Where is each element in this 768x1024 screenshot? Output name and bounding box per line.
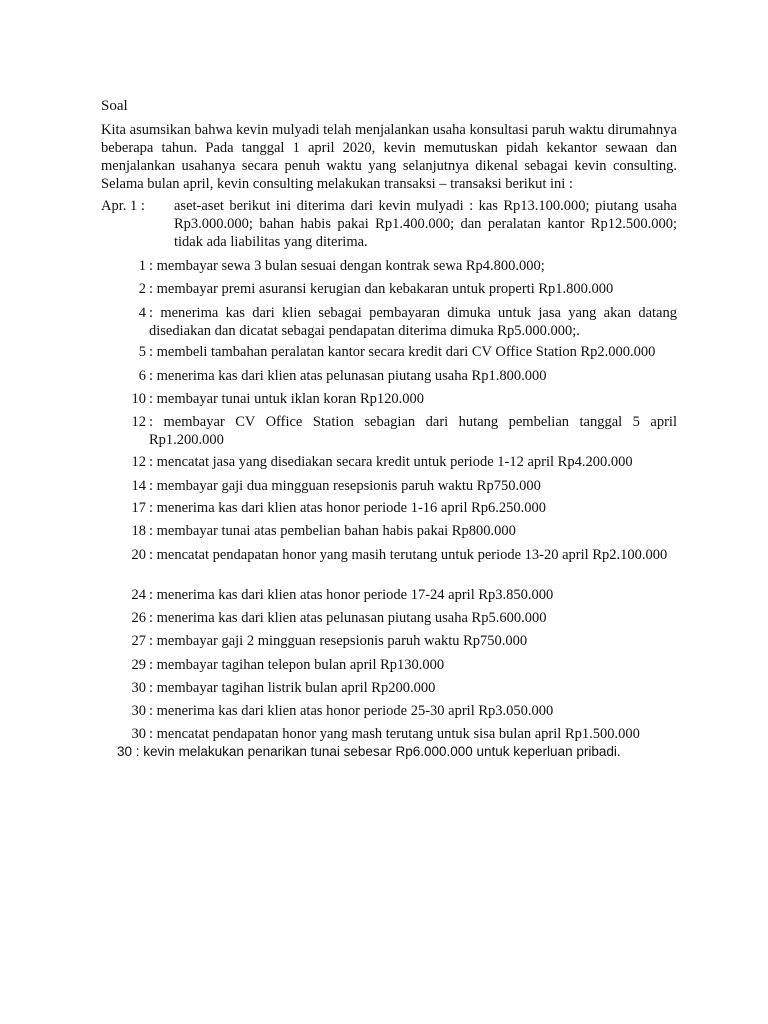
transaction-text: : menerima kas dari klien atas honor periode 25-30 april Rp3.050.000 <box>149 703 554 719</box>
intro-paragraph: Kita asumsikan bahwa kevin mulyadi telah menjalankan usaha konsultasi paruh waktu dirumahnya beberapa tahun. Pada tanggal 1 april 2020, kevin memutuskan pidah kekantor sewaan dan menjalankan usahanya secara penuh waktu yang selanjutnya dikenal sebagai kevin consulting. Selama bulan april, kevin consulting melakukan transaksi – transaksi berikut ini : <box>101 122 677 192</box>
transaction-day: 12 <box>131 454 146 470</box>
transaction-date: Apr. 1 : <box>101 198 145 214</box>
transaction-item <box>101 546 677 564</box>
transaction-day: 30 <box>131 703 146 719</box>
transaction-text: : membayar gaji 2 mingguan resepsionis paruh waktu Rp750.000 <box>149 633 528 649</box>
transaction-text: : mencatat jasa yang disediakan secara kredit untuk periode 1-12 april Rp4.200.000 <box>149 454 633 470</box>
transaction-day: 2 <box>138 281 146 297</box>
transaction-item <box>101 499 677 517</box>
transaction-item <box>101 257 677 275</box>
transaction-apr-1 <box>101 197 677 251</box>
transaction-text: : membayar sewa 3 bulan sesuai dengan kontrak sewa Rp4.800.000; <box>149 258 545 274</box>
transaction-day: 10 <box>131 391 146 407</box>
transaction-text: kevin melakukan penarikan tunai sebesar Rp6.000.000 untuk keperluan pribadi. <box>143 744 621 759</box>
transaction-day: 20 <box>131 547 146 563</box>
transaction-item <box>101 632 677 650</box>
transaction-day: 30 <box>131 680 146 696</box>
transaction-text: : membayar tagihan listrik bulan april Rp200.000 <box>149 680 436 696</box>
transaction-item <box>101 413 677 449</box>
transaction-text: : mencatat pendapatan honor yang mash terutang untuk sisa bulan april Rp1.500.000 <box>149 726 640 742</box>
transaction-item <box>101 280 677 298</box>
transaction-text: : mencatat pendapatan honor yang masih terutang untuk periode 13-20 april Rp2.100.000 <box>149 547 668 563</box>
transaction-text: : membeli tambahan peralatan kantor secara kredit dari CV Office Station Rp2.000.000 <box>149 344 656 360</box>
transaction-text: : membayar gaji dua mingguan resepsionis paruh waktu Rp750.000 <box>149 478 541 494</box>
transaction-text: : membayar tagihan telepon bulan april Rp130.000 <box>149 657 445 673</box>
transaction-text: : menerima kas dari klien atas honor periode 17-24 april Rp3.850.000 <box>149 587 554 603</box>
document-title: Soal <box>101 98 128 114</box>
transaction-day: 6 <box>138 368 146 384</box>
transaction-day: 30 <box>131 726 146 742</box>
transaction-day: 17 <box>131 500 146 516</box>
transaction-item <box>101 656 677 674</box>
transaction-day: 14 <box>131 478 146 494</box>
transaction-item <box>101 453 677 471</box>
transaction-text: : menerima kas dari klien sebagai pembayaran dimuka untuk jasa yang akan datang disediakan dan dicatat sebagai pendapatan diterima dimuka Rp5.000.000;. <box>149 305 677 339</box>
transaction-text: : menerima kas dari klien atas honor periode 1-16 april Rp6.250.000 <box>149 500 547 516</box>
transaction-item <box>101 367 677 385</box>
transaction-text: : membayar tunai atas pembelian bahan habis pakai Rp800.000 <box>149 523 516 539</box>
transaction-item <box>101 343 677 361</box>
transaction-day: 29 <box>131 657 146 673</box>
transaction-day: 27 <box>131 633 146 649</box>
transaction-text: : menerima kas dari klien atas pelunasan piutang usaha Rp5.600.000 <box>149 610 547 626</box>
transaction-item <box>101 522 677 540</box>
transaction-day: 1 <box>138 258 146 274</box>
transaction-item <box>101 609 677 627</box>
transaction-text: : membayar CV Office Station sebagian dari hutang pembelian tanggal 5 april Rp1.200.000 <box>149 414 677 448</box>
transaction-item <box>101 586 677 604</box>
transaction-day: 12 <box>131 414 146 430</box>
transaction-last: 30 : kevin melakukan penarikan tunai sebesar Rp6.000.000 untuk keperluan pribadi. <box>117 744 621 759</box>
transaction-day: 5 <box>138 344 146 360</box>
transaction-day: 26 <box>131 610 146 626</box>
transaction-day: 18 <box>131 523 146 539</box>
transaction-text: : membayar premi asuransi kerugian dan kebakaran untuk properti Rp1.800.000 <box>149 281 614 297</box>
transaction-item <box>101 702 677 720</box>
transaction-text: aset-aset berikut ini diterima dari kevin mulyadi : kas Rp13.100.000; piutang usaha Rp3.000.000; bahan habis pakai Rp1.400.000; dan peralatan kantor Rp12.500.000; tidak ada liabilitas yang diterima. <box>174 198 677 250</box>
transaction-item <box>101 679 677 697</box>
transaction-day: 4 <box>138 305 146 321</box>
transaction-item <box>101 725 677 743</box>
transaction-item <box>101 477 677 495</box>
transaction-item <box>101 304 677 340</box>
transaction-text: : menerima kas dari klien atas pelunasan piutang usaha Rp1.800.000 <box>149 368 547 384</box>
transaction-item <box>101 390 677 408</box>
transaction-day: 24 <box>131 587 146 603</box>
transaction-day: 30 <box>117 744 133 759</box>
transaction-text: : membayar tunai untuk iklan koran Rp120.000 <box>149 391 425 407</box>
